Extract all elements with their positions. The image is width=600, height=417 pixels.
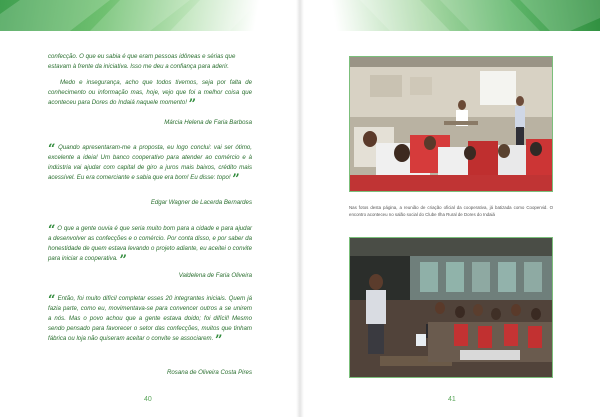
testimony-1-paragraph-2 xyxy=(48,78,252,112)
open-quote-icon: “ xyxy=(48,293,56,308)
testimony-block-2 xyxy=(48,142,252,187)
photo-caption: Nas fotos desta página, a reunião de criação oficial da cooperativa, já batizada como Coopervid. O encontro aconteceu no salão social do Clube Ilha Rural de Dores do Indaiá xyxy=(349,205,553,217)
testimony-1-line-1: confecção. O que eu sabia é que eram pessoas idôneas e sérias que xyxy=(48,53,236,60)
testimony-1-line-2: estavam à frente da iniciativa. Isso me deu a confiança para aderir. xyxy=(48,62,229,70)
meeting-photo-1-image xyxy=(350,57,552,191)
meeting-photo-1 xyxy=(349,56,553,192)
open-quote-icon: “ xyxy=(48,223,56,238)
testimony-3-body: O que a gente ouvia é que seria muito bom para a cidade e para ajudar a desenvolver as confecções e o comércio. Por conta disso, e por saber da honestidade de quem estava levando o projeto adiante, eu aceitei o convite para iniciar a cooperativa. xyxy=(48,225,252,262)
testimony-1-author: Márcia Helena de Faria Barbosa xyxy=(164,119,252,126)
header-band-left-pattern xyxy=(0,0,300,31)
close-quote-icon: ” xyxy=(188,96,197,112)
meeting-photo-2 xyxy=(349,237,553,378)
open-quote-icon: “ xyxy=(48,142,56,157)
testimony-block-3 xyxy=(48,223,252,268)
page-number-left: 40 xyxy=(144,396,152,403)
close-quote-icon: ” xyxy=(119,252,127,268)
testimony-block-1 xyxy=(48,52,252,112)
close-quote-icon: ” xyxy=(232,171,240,187)
page-number-right: 41 xyxy=(448,396,456,403)
testimony-block-4 xyxy=(48,293,252,348)
header-band-right-pattern xyxy=(300,0,600,31)
testimony-2-body: Quando apresentaram-me a proposta, eu logo conclui: vai ser ótimo, excelente a ideia! Um banco cooperativo para atender ao comércio e à indústria vai ajudar com capital de giro a juros mais baixos, crédito mais acessível. Eu era comerciante e sabia que era bom! Eu disse: topo! xyxy=(48,144,252,181)
testimony-2-text xyxy=(48,142,252,187)
meeting-photo-2-image xyxy=(350,238,552,377)
testimony-4-body: Então, foi muito difícil completar esses 20 integrantes iniciais. Quem já fazia parte, como eu, movimentava-se para convencer outros a se unirem a nós. Mas o povo achou que a gente estava doido; foi difícil! Mesmo sendo pensado para favorecer o setor das confecções, muitos que tinham fábrica ou loja não quiseram aceitar o convite se associarem. xyxy=(48,295,252,342)
testimony-3-text xyxy=(48,223,252,268)
testimony-4-text xyxy=(48,293,252,348)
testimony-3-author: Valdelena de Faria Oliveira xyxy=(178,272,252,279)
testimony-2-author: Edgar Wagner de Lacerda Bernardes xyxy=(150,199,252,206)
testimony-4-author: Rosana de Oliveira Costa Pires xyxy=(166,369,252,376)
close-quote-icon: ” xyxy=(215,332,223,348)
book-gutter xyxy=(296,0,304,417)
header-band-right xyxy=(300,0,600,31)
testimony-1-paragraph-2-text: Medo e insegurança, acho que todos tivemos, seja por falta de conhecimento ou informação mas, hoje, vejo que foi a melhor coisa que aconteceu para Dores do Indaiá naquele momento! xyxy=(48,78,252,106)
header-band-left xyxy=(0,0,300,31)
